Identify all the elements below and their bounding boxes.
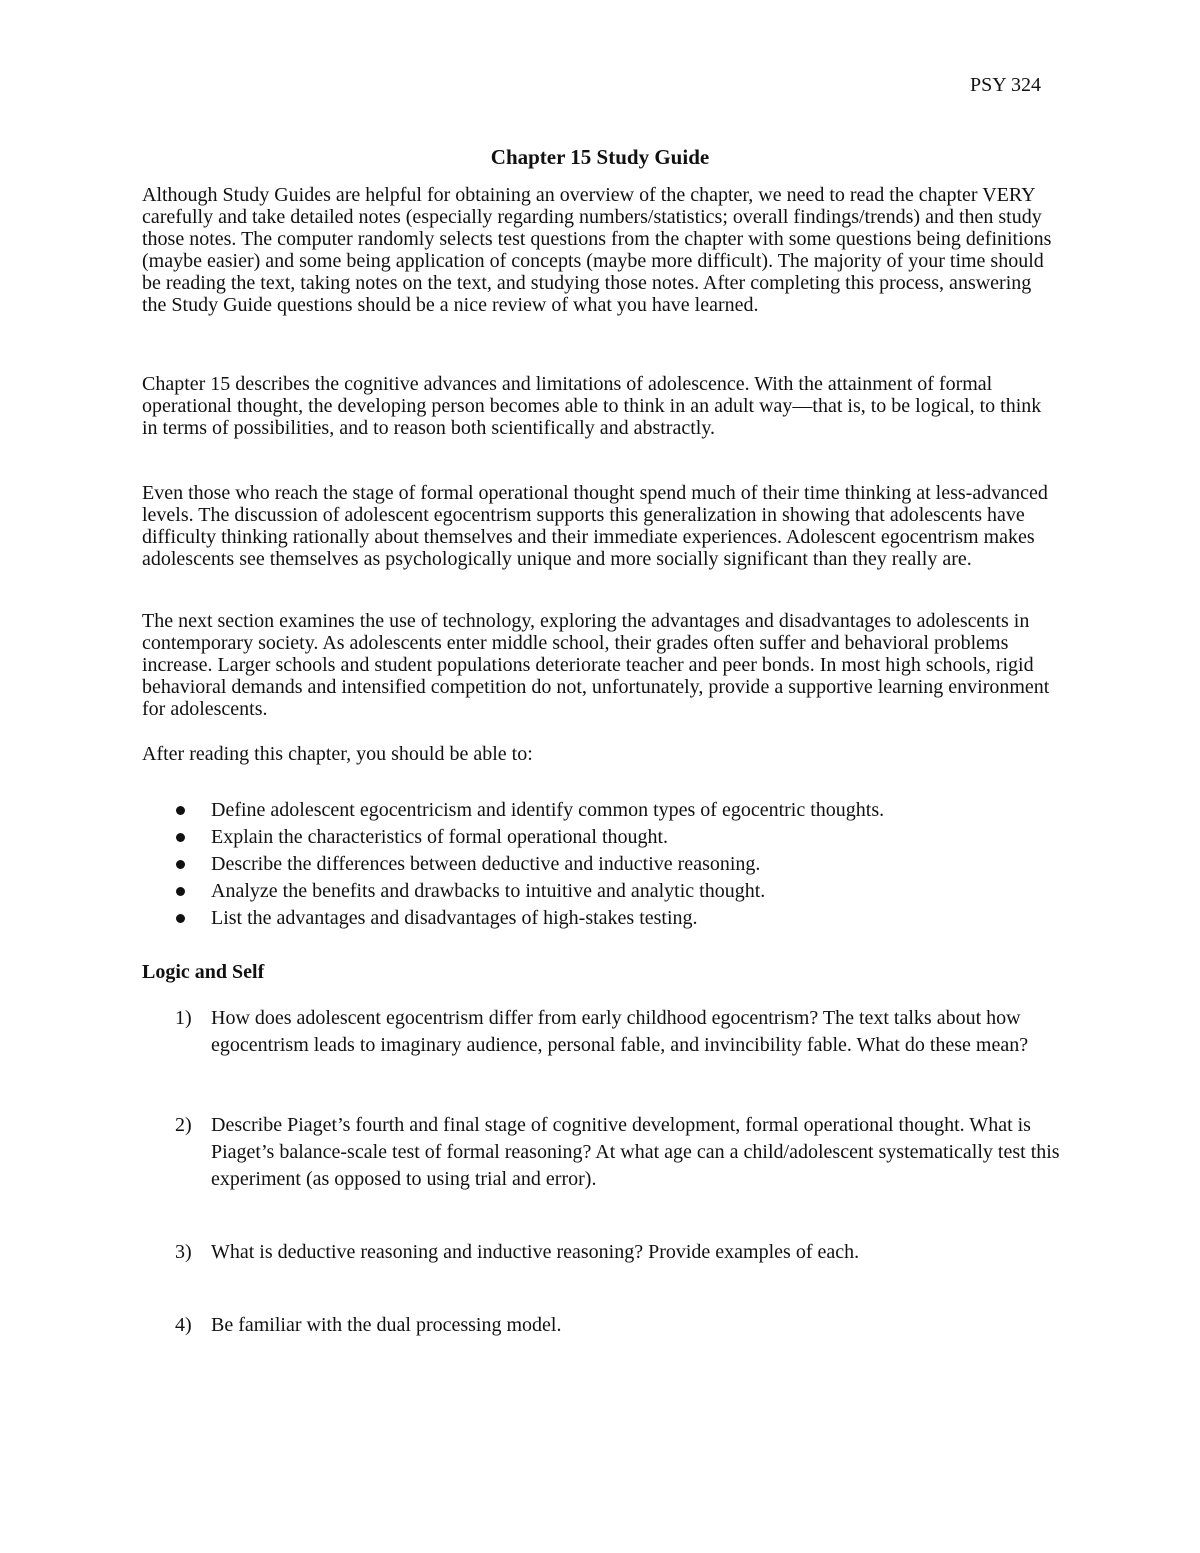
bullet-icon [176,833,185,842]
question-text: Describe Piaget’s fourth and final stage of cognitive development, formal operational thought. What is Piaget’s balance-scale test of formal reasoning? At what age can a child/adolescent systematically test this experiment (as opposed to using trial and error). [211,1114,1060,1190]
question-item [142,1239,1062,1266]
bullet-icon [176,914,185,923]
technology-paragraph: The next section examines the use of technology, exploring the advantages and disadvantages to adolescents in contemporary society. As adolescents enter middle school, their grades often suffer and behavioral problems increase. Larger schools and student populations deteriorate teacher and peer bonds. In most high schools, rigid behavioral demands and intensified competition do not, unfortunately, provide a supportive learning environment for adolescents. [142,610,1050,720]
bullet-icon [176,887,185,896]
question-text: Be familiar with the dual processing model. [211,1314,562,1336]
bullet-icon [176,806,185,815]
question-item [142,1312,1062,1339]
objective-text: Analyze the benefits and drawbacks to intuitive and analytic thought. [211,880,766,902]
question-text: How does adolescent egocentrism differ from early childhood egocentrism? The text talks about how egocentrism leads to imaginary audience, personal fable, and invincibility fable. What do these mean? [211,1007,1029,1056]
objective-text: Explain the characteristics of formal operational thought. [211,826,669,848]
list-item [142,878,1082,905]
question-number: 3) [175,1241,192,1263]
egocentrism-paragraph: Even those who reach the stage of formal operational thought spend much of their time thinking at less-advanced levels. The discussion of adolescent egocentrism supports this generalization in showing that adolescents have difficulty thinking rationally about themselves and their immediate experiences. Adolescent egocentrism makes adolescents see themselves as psychologically unique and more socially significant than they really are. [142,482,1048,570]
objective-text: Define adolescent egocentricism and identify common types of egocentric thoughts. [211,799,885,821]
objectives-lead: After reading this chapter, you should be able to: [142,743,533,765]
objectives-list [142,797,1082,932]
question-number: 1) [175,1007,192,1029]
list-item [142,797,1082,824]
question-number: 2) [175,1114,192,1136]
objective-text: List the advantages and disadvantages of high-stakes testing. [211,907,698,929]
question-item [142,1112,1062,1193]
list-item [142,851,1082,878]
section-heading: Logic and Self [142,961,265,983]
question-text: What is deductive reasoning and inductive reasoning? Provide examples of each. [211,1241,860,1263]
list-item [142,824,1082,851]
list-item [142,905,1082,932]
objective-text: Describe the differences between deductive and inductive reasoning. [211,853,761,875]
chapter-summary-paragraph: Chapter 15 describes the cognitive advances and limitations of adolescence. With the attainment of formal operational thought, the developing person becomes able to think in an adult way—that is, to be logical, to think in terms of possibilities, and to reason both scientifically and abstractly. [142,373,1042,439]
question-item [142,1005,1062,1059]
course-code: PSY 324 [970,74,1041,96]
page-title: Chapter 15 Study Guide [490,145,710,169]
bullet-icon [176,860,185,869]
question-number: 4) [175,1314,192,1336]
intro-paragraph: Although Study Guides are helpful for obtaining an overview of the chapter, we need to read the chapter VERY carefully and take detailed notes (especially regarding numbers/statistics; overall findings/trends) and then study those notes. The computer randomly selects test questions from the chapter with some questions being definitions (maybe easier) and some being application of concepts (maybe more difficult). The majority of your time should be reading the text, taking notes on the text, and studying those notes. After completing this process, answering the Study Guide questions should be a nice review of what you have learned. [142,184,1052,316]
